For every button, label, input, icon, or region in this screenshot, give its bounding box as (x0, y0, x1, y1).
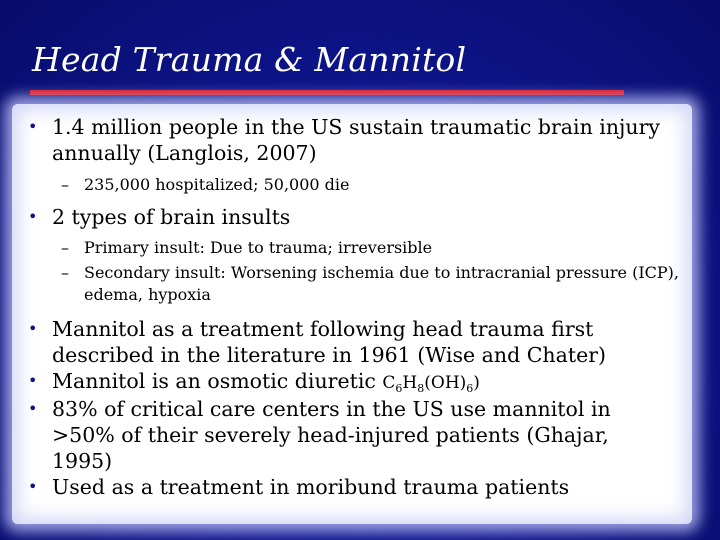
bullet-text: Mannitol as a treatment following head trauma first described in the literature in 1961 (Wise and Chater) (52, 317, 607, 367)
sub-bullet-item (24, 262, 684, 306)
sub-bullet-item (24, 237, 688, 259)
bullet-item (24, 114, 672, 166)
bullet-text: Mannitol is an osmotic diuretic (52, 369, 383, 393)
sub-bullet-dash: – (61, 238, 69, 257)
bullet-item (24, 396, 672, 474)
bullet-list (24, 114, 688, 500)
bullet-dot: • (28, 477, 38, 496)
sub-bullet-text: Primary insult: Due to trauma; irreversible (84, 238, 433, 257)
sub-bullet-item (24, 174, 688, 196)
sub-bullet-text: Secondary insult: Worsening ischemia due to intracranial pressure (ICP), edema, hypoxia (84, 263, 679, 304)
bullet-item (24, 474, 688, 500)
slide-title: Head Trauma & Mannitol (32, 40, 467, 79)
sub-bullet-text: 235,000 hospitalized; 50,000 die (84, 175, 350, 194)
sub-bullet-dash: – (61, 263, 69, 282)
bullet-dot: • (28, 319, 38, 338)
bullet-text: 2 types of brain insults (52, 205, 291, 229)
bullet-text: Used as a treatment in moribund trauma patients (52, 475, 570, 499)
bullet-dot: • (28, 371, 38, 390)
sub-bullet-dash: – (61, 175, 69, 194)
bullet-item (24, 316, 632, 368)
bullet-item (24, 204, 688, 230)
mannitol-formula: $C_6H_8(OH)_6$) (382, 373, 480, 395)
bullet-text: 1.4 million people in the US sustain traumatic brain injury annually (Langlois, 2007) (52, 115, 660, 165)
bullet-item (24, 368, 688, 396)
bullet-dot: • (28, 399, 38, 418)
bullet-text: 83% of critical care centers in the US use mannitol in >50% of their severely head-injured patients (Ghajar, 1995) (52, 397, 611, 473)
bullet-dot: • (28, 207, 38, 226)
title-underline (30, 90, 624, 95)
bullet-dot: • (28, 117, 38, 136)
